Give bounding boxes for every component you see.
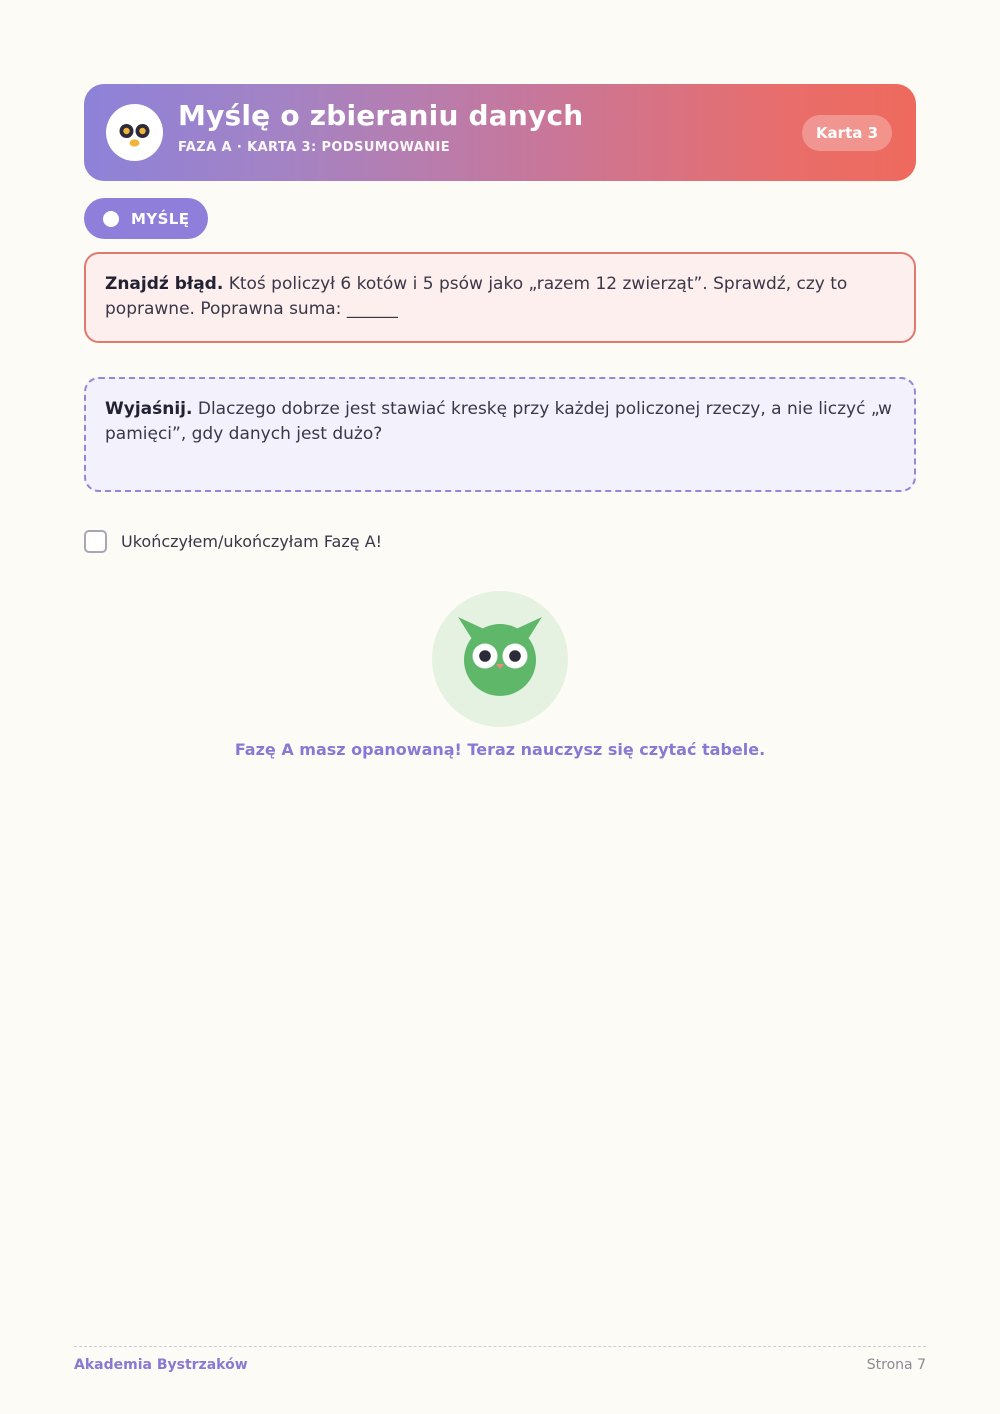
completion-checkbox-row[interactable] [84, 530, 382, 553]
page-header [84, 84, 916, 181]
green-owl-icon [432, 591, 568, 727]
section-pill-label: MYŚLĘ [131, 209, 190, 228]
task-lead: Znajdź błąd. [105, 274, 224, 294]
logo [106, 104, 163, 161]
completion-checkbox-label: Ukończyłem/ukończyłam Fazę A! [121, 532, 383, 551]
page-title: Myślę o zbieraniu danych [178, 99, 584, 132]
completion-checkbox[interactable] [84, 530, 107, 553]
task-text: Dlaczego dobrze jest stawiać kreskę przy każdej policzonej rzeczy, a nie liczyć „w pamięci”, gdy danych jest dużo? [105, 399, 892, 444]
closing-message: Fazę A masz opanowaną! Teraz nauczysz się czytać tabele. [234, 740, 766, 759]
task-lead: Wyjaśnij. [105, 399, 193, 419]
pill-dot-icon [103, 211, 119, 227]
explain-task[interactable] [84, 377, 916, 492]
find-error-task [84, 252, 916, 343]
card-badge: Karta 3 [802, 115, 892, 151]
footer-divider [74, 1346, 926, 1347]
owl-icon [106, 104, 163, 161]
mascot [432, 591, 568, 727]
task-text: Ktoś policzył 6 kotów i 5 psów jako „razem 12 zwierząt”. Sprawdź, czy to poprawne. Poprawna suma: ______ [105, 274, 848, 319]
footer-brand: Akademia Bystrzaków [74, 1357, 248, 1373]
page-subtitle: FAZA A · KARTA 3: PODSUMOWANIE [178, 140, 450, 155]
footer-page-number: Strona 7 [866, 1357, 926, 1373]
section-pill [84, 198, 208, 239]
